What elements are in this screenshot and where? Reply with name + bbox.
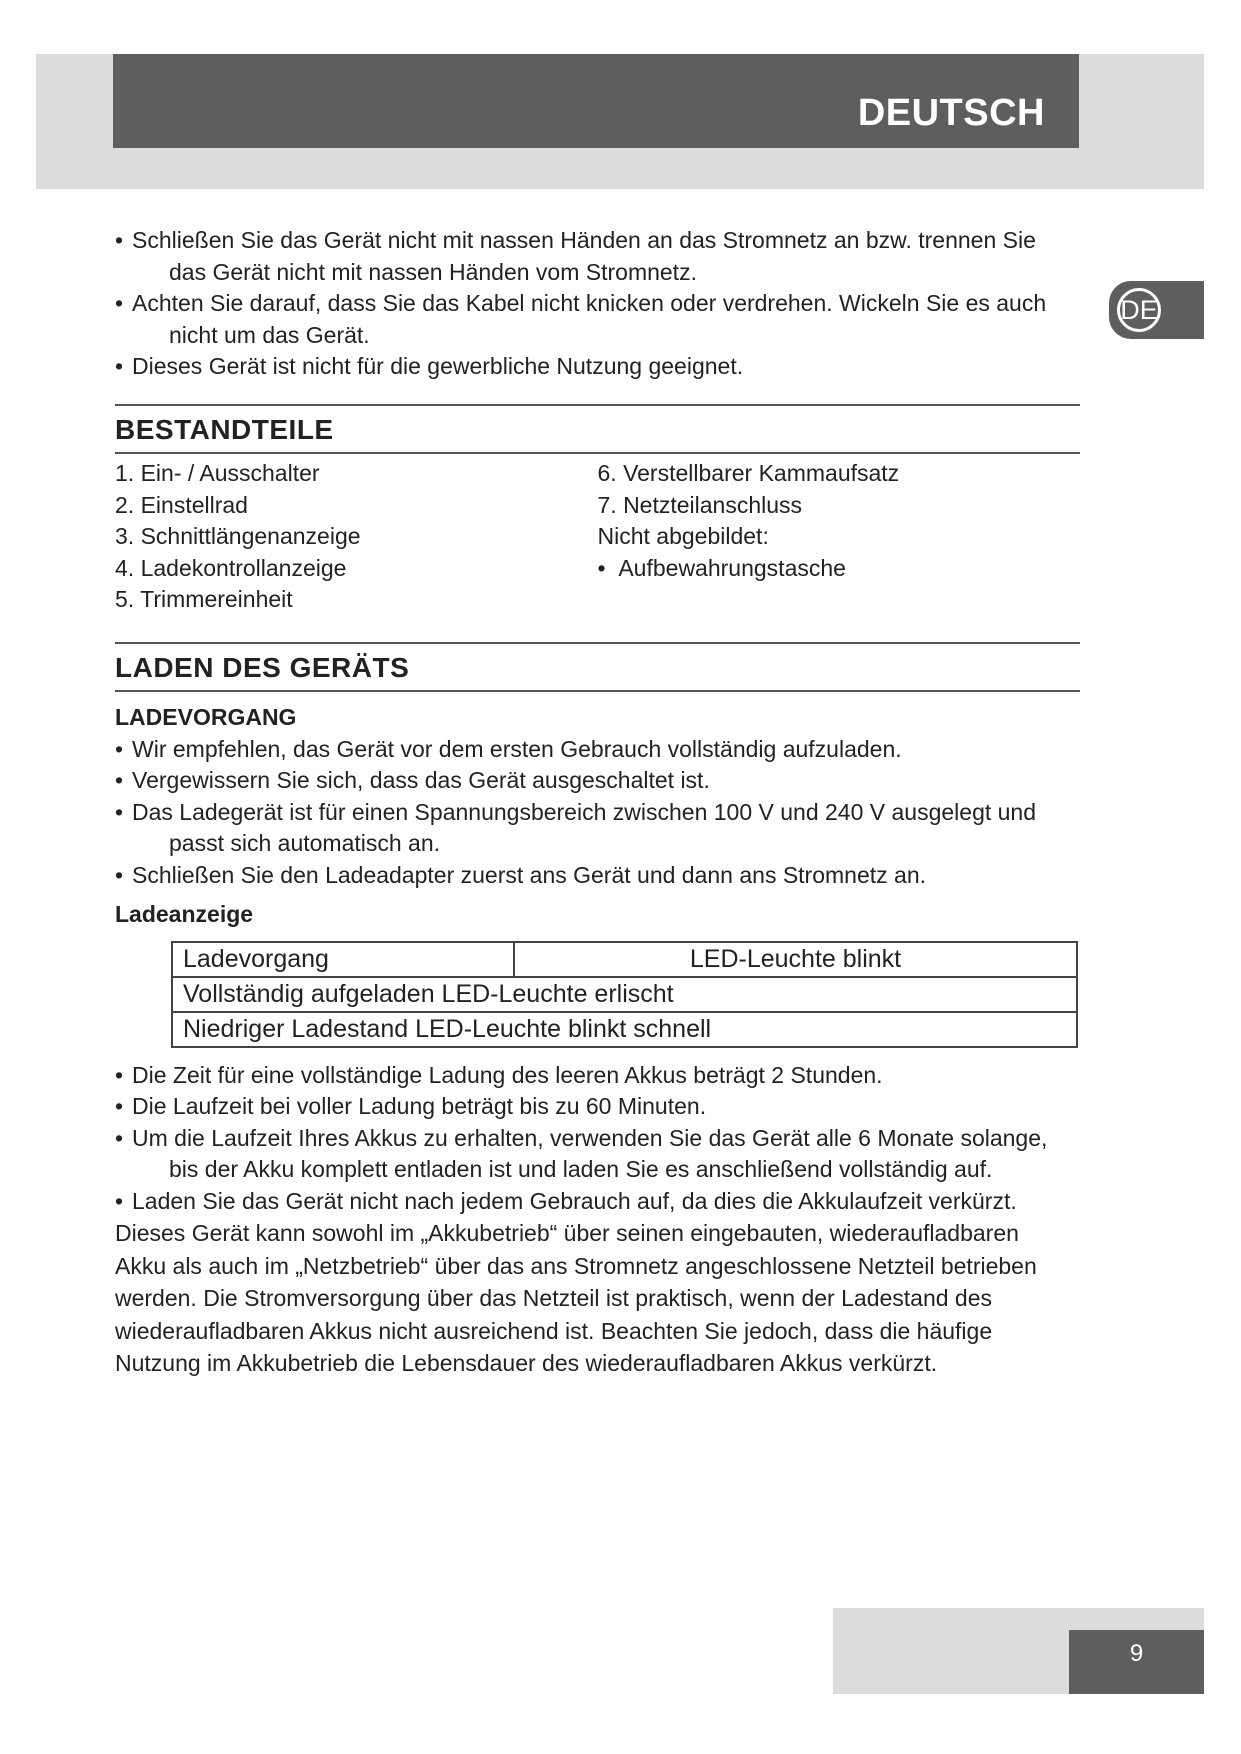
- bullet-icon: •: [115, 1124, 124, 1151]
- list-item: • Die Zeit für eine vollständige Ladung des leeren Akkus beträgt 2 Stunden.: [115, 1060, 1080, 1092]
- bullet-icon: •: [115, 861, 124, 888]
- page-title: DEUTSCH: [857, 92, 1045, 134]
- language-tab: [1109, 281, 1204, 339]
- list-item: 2. Einstellrad: [115, 491, 248, 518]
- list-item: 3. Schnittlängenanzeige: [115, 523, 361, 549]
- list-item: 5. Trimmereinheit: [115, 586, 293, 612]
- bullet-icon: •: [115, 227, 124, 253]
- parts-column-right: [598, 458, 1081, 616]
- bullet-icon: •: [115, 735, 124, 762]
- battery-bullet-list: [115, 1060, 1080, 1218]
- bullet-icon: •: [115, 767, 124, 793]
- list-item: • Dieses Gerät ist nicht für die gewerbliche Nutzung geeignet.: [115, 351, 1080, 383]
- language-badge: DE: [1117, 288, 1161, 332]
- bullet-icon: •: [115, 1187, 124, 1214]
- bullet-icon: •: [115, 1093, 124, 1119]
- charging-bullet-list: [115, 734, 1080, 892]
- list-item: • Das Ladegerät ist für einen Spannungsbereich zwischen 100 V und 240 V ausgelegt und passt sich automatisch an.: [115, 798, 1037, 856]
- indicator-title: Ladeanzeige: [115, 901, 254, 927]
- section-divider: [115, 690, 1080, 692]
- table-cell: Ladevorgang: [172, 942, 514, 977]
- parts-list: [115, 454, 1080, 616]
- parts-column-left: [115, 458, 598, 616]
- list-item: • Achten Sie darauf, dass Sie das Kabel nicht knicken oder verdrehen. Wickeln Sie es auch nicht um das Gerät.: [115, 290, 1047, 348]
- list-item: Nicht abgebildet:: [597, 523, 769, 549]
- list-item: 4. Ladekontrollanzeige: [115, 554, 347, 581]
- header-bar: [113, 54, 1079, 148]
- list-item: • Aufbewahrungstasche: [597, 554, 846, 581]
- list-item: • Schließen Sie den Ladeadapter zuerst ans Gerät und dann ans Stromnetz an.: [115, 860, 1080, 892]
- list-item: 1. Ein- / Ausschalter: [115, 460, 320, 486]
- list-item: • Wir empfehlen, das Gerät vor dem ersten Gebrauch vollständig aufzuladen.: [115, 734, 1080, 766]
- list-item: 7. Netzteilanschluss: [597, 491, 803, 518]
- operation-paragraph: Dieses Gerät kann sowohl im „Akkubetrieb“ über seinen eingebauten, wiederaufladbaren Akku als auch im „Netzbetrieb“ über das ans Stromnetz angeschlossene Netzteil betrieben werden. Die Stromversorgung über das Netzteil ist praktisch, wenn der Ladestand des wiederaufladbaren Akkus nicht ausreichend ist. Beachten Sie jedoch, dass die häufige Nutzung im Akkubetrieb die Lebensdauer des wiederaufladbaren Akkus verkürzt.: [115, 1220, 1037, 1376]
- section-title-charging: LADEN DES GERÄTS: [115, 651, 410, 683]
- table-row: [172, 977, 1077, 1012]
- bullet-icon: •: [115, 1061, 124, 1088]
- bullet-icon: •: [115, 798, 124, 825]
- bullet-icon: •: [115, 353, 124, 379]
- intro-bullet-list: [115, 225, 1080, 383]
- bullet-icon: •: [115, 290, 124, 316]
- bullet-icon: •: [597, 554, 619, 581]
- list-item: • Vergewissern Sie sich, dass das Gerät ausgeschaltet ist.: [115, 765, 1080, 797]
- table-cell: Vollständig aufgeladen LED-Leuchte erlischt: [172, 977, 1077, 1012]
- table-row: [172, 1012, 1077, 1047]
- table-row: [172, 942, 1077, 977]
- list-item: • Schließen Sie das Gerät nicht mit nassen Händen an das Stromnetz an bzw. trennen Sie das Gerät nicht mit nassen Händen vom Stromnetz.: [115, 227, 1036, 285]
- led-indicator-table: [171, 941, 1078, 1048]
- section-title-parts: BESTANDTEILE: [115, 413, 334, 445]
- subsection-title: LADEVORGANG: [115, 704, 297, 730]
- page-number: 9: [1069, 1630, 1204, 1694]
- list-item: • Laden Sie das Gerät nicht nach jedem Gebrauch auf, da dies die Akkulaufzeit verkürzt.: [115, 1186, 1080, 1218]
- list-item: • Die Laufzeit bei voller Ladung beträgt bis zu 60 Minuten.: [115, 1091, 1080, 1123]
- table-cell: LED-Leuchte blinkt: [514, 942, 1077, 977]
- list-item: • Um die Laufzeit Ihres Akkus zu erhalten, verwenden Sie das Gerät alle 6 Monate solange, bis der Akku komplett entladen ist und laden Sie es anschließend vollständig auf.: [115, 1124, 1048, 1182]
- list-item: 6. Verstellbarer Kammaufsatz: [597, 460, 900, 486]
- table-cell: Niedriger Ladestand LED-Leuchte blinkt schnell: [172, 1012, 1077, 1047]
- main-content: [115, 225, 1080, 1380]
